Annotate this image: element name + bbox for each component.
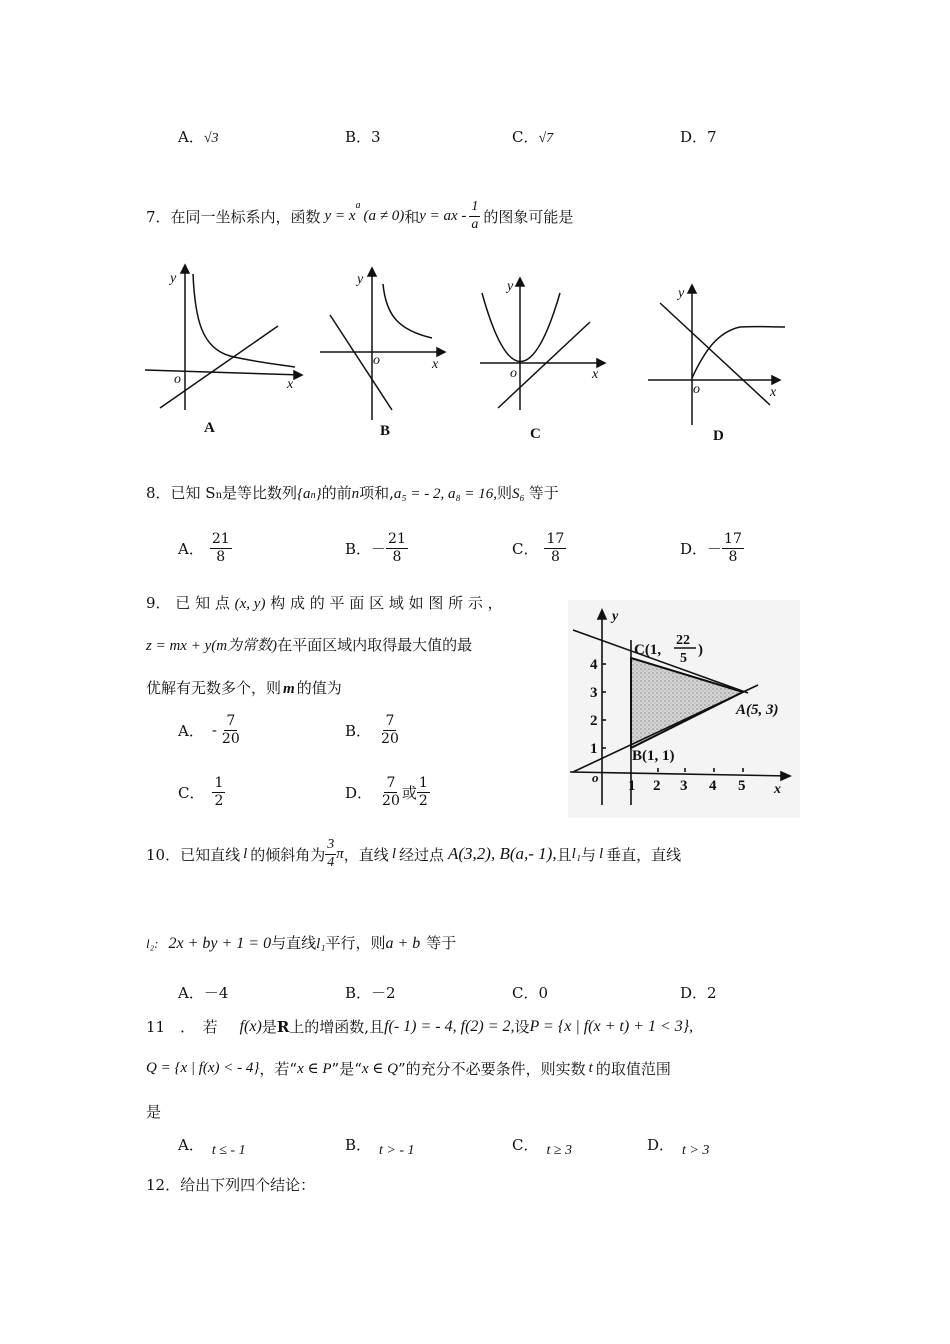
- option-value: t ≤ - 1: [211, 1143, 246, 1158]
- q7-exp: a: [355, 200, 361, 211]
- option-value: 3: [371, 128, 381, 146]
- fraction-numerator: 7: [386, 775, 396, 791]
- x-tick-label: 3: [680, 778, 688, 794]
- y-tick-label: 3: [590, 685, 598, 701]
- label-b: B(1, 1): [632, 748, 675, 764]
- q10-text1: 的倾斜角为: [250, 845, 326, 864]
- q10-prefix: 10．已知直线: [146, 845, 241, 864]
- y-arrow-icon: [181, 265, 189, 273]
- fraction-numerator: 17: [724, 531, 742, 547]
- option-fraction: [210, 532, 232, 564]
- q11-text3: 设: [514, 1018, 530, 1036]
- graph-a-x-label: x: [287, 377, 294, 392]
- graph-d-origin: o: [693, 382, 700, 397]
- fraction-denominator: 20: [221, 730, 240, 747]
- q8-text3: 项和,: [359, 484, 394, 502]
- q9-line2: [146, 634, 472, 655]
- axis-x-label: x: [774, 782, 781, 797]
- q8-option-b: [345, 532, 408, 564]
- graph-a-letter: A: [204, 420, 215, 436]
- fraction-numerator: 1: [214, 775, 224, 791]
- y-arrow-icon: [688, 285, 696, 293]
- q10-pi: π: [336, 845, 344, 862]
- option-value: －4: [203, 984, 229, 1002]
- option-label: D．: [345, 783, 373, 802]
- x-arrow-icon: [437, 348, 445, 356]
- q12-stem: [146, 1174, 315, 1195]
- q6-option-a: [178, 126, 219, 147]
- q9-line2-text: 在平面区域内取得最大值的最: [277, 636, 473, 654]
- option-fraction-2: [417, 776, 430, 808]
- q9-m: m: [283, 681, 295, 697]
- fraction-numerator: 1: [418, 775, 428, 791]
- q8-target: S₆: [512, 486, 525, 502]
- graph-b: [320, 268, 445, 420]
- q11-option-d: [647, 1134, 710, 1158]
- graph-b-origin: o: [373, 353, 380, 368]
- q11-Q: Q = {x | f(x) < - 4}: [146, 1060, 260, 1076]
- q11-text7: 的取值范围: [595, 1060, 671, 1078]
- option-value: 7: [707, 128, 717, 146]
- q9-line3: [146, 677, 342, 698]
- fraction-denominator: 2: [214, 792, 224, 809]
- q11-text6: ”的充分不必要条件，则实数: [397, 1060, 586, 1078]
- q10-l1: l₁: [316, 936, 326, 952]
- x-arrow-icon: [597, 359, 605, 367]
- q8-sub-n: n: [215, 490, 223, 501]
- option-sign: －: [371, 539, 387, 558]
- fraction-numerator: 17: [546, 531, 565, 547]
- q8-suffix: 等于: [528, 484, 559, 502]
- option-label: B．: [345, 1136, 372, 1154]
- graph-a-y-label: y: [170, 271, 177, 286]
- option-value: t > 3: [682, 1143, 710, 1158]
- graph-a: [145, 265, 302, 410]
- q11-inQ: x ∈ Q: [361, 1061, 398, 1077]
- q10-l2-eq: 2x + by + 1 = 0: [168, 935, 272, 952]
- y-tick-label: 1: [590, 741, 598, 757]
- q11-text4: ，若“: [259, 1060, 298, 1078]
- q9-line1: [146, 592, 503, 613]
- fraction-denominator: 8: [392, 548, 402, 565]
- fraction-denominator: 8: [216, 548, 226, 565]
- option-label: C．: [178, 783, 205, 802]
- option-or: 或: [401, 783, 417, 802]
- q10-text2: ，直线: [343, 845, 389, 864]
- x-axis: [570, 772, 790, 776]
- option-sign: -: [211, 721, 217, 740]
- q10-line1: [146, 838, 681, 870]
- option-sign: －: [707, 539, 723, 558]
- q10-l: l: [599, 845, 604, 862]
- label-a: A(5, 3): [736, 702, 779, 718]
- option-fraction: [544, 532, 566, 564]
- q8-seq: {a: [297, 486, 311, 502]
- q10-text3: 经过点: [398, 845, 444, 864]
- x-axis: [145, 370, 302, 375]
- fraction-numerator: 21: [211, 531, 230, 547]
- fraction-numerator: 21: [388, 531, 406, 547]
- q8-text4: 则: [497, 484, 513, 502]
- x-tick-label: 5: [738, 778, 746, 794]
- q11-t: t: [588, 1060, 593, 1076]
- q7-graphs-figure: [140, 260, 810, 450]
- line: [498, 322, 590, 408]
- q10-text6: 垂直，直线: [606, 845, 682, 864]
- option-value: √3: [203, 131, 219, 146]
- graph-d-x-label: x: [770, 385, 777, 400]
- q8-mid: 是等比数列: [222, 484, 298, 502]
- q10-option-a: [178, 982, 228, 1003]
- x-arrow-icon: [772, 376, 780, 384]
- q9-line1-text: 9． 已 知 点: [146, 594, 230, 612]
- x-tick-label: 1: [628, 778, 636, 794]
- y-arrow-icon: [368, 268, 376, 276]
- q6-option-c: [512, 126, 553, 147]
- q11-line3: [146, 1101, 161, 1122]
- option-label: B．: [345, 984, 372, 1002]
- q7-prefix: 7．在同一坐标系内，函数: [146, 207, 321, 226]
- q7-suffix: 的图象可能是: [483, 207, 574, 226]
- option-label: D．: [680, 539, 708, 558]
- q7-conj: 和: [404, 207, 420, 226]
- q8-option-a: [178, 532, 232, 564]
- option-label: A．: [178, 984, 204, 1002]
- q8-option-d: [680, 532, 744, 564]
- option-value: t ≥ 3: [546, 1143, 573, 1158]
- option-label: A．: [178, 721, 204, 740]
- q9-option-c: [178, 776, 225, 808]
- graph-c-y-label: y: [507, 279, 514, 294]
- origin-label: o: [592, 770, 599, 785]
- q11-text1: 是: [261, 1018, 277, 1036]
- option-label: A．: [178, 128, 204, 146]
- parabola: [482, 293, 560, 362]
- q10-text5: 与: [580, 845, 596, 864]
- x-tick-label: 2: [653, 778, 661, 794]
- q9-formula: z = mx + y(m为常数): [146, 638, 278, 654]
- q11-inP: x ∈ P: [297, 1061, 332, 1077]
- q10-option-d: [680, 982, 717, 1003]
- q9-option-a: [178, 714, 242, 746]
- q10-angle-fraction: [325, 838, 336, 870]
- y-tick-label: 4: [590, 657, 598, 673]
- q10-l: l: [243, 845, 248, 862]
- y-tick-label: 2: [590, 713, 598, 729]
- graph-c-origin: o: [510, 366, 517, 381]
- power-curve: [383, 284, 432, 338]
- q10-text8: 平行，则: [325, 934, 386, 952]
- line: [330, 315, 392, 410]
- q10-line2: [146, 920, 456, 953]
- q11-line2: [146, 1058, 671, 1079]
- q10-text7: 与直线: [271, 934, 317, 952]
- q11-text2: 上的增函数,且: [289, 1018, 385, 1036]
- option-label: D．: [680, 128, 708, 146]
- graph-c-x-label: x: [592, 367, 599, 382]
- q9-line1-text-b: 构 成 的 平 面 区 域 如 图 所 示 ，: [270, 594, 503, 612]
- option-label: C．: [512, 128, 539, 146]
- q9-line3-text-b: 的值为: [296, 679, 342, 697]
- q10-l2-label: l₂:: [146, 936, 159, 951]
- fraction-numerator: 1: [469, 200, 480, 217]
- q9-option-d: [345, 776, 430, 808]
- q11-line3-text: 是: [146, 1103, 162, 1121]
- label-c-close: ): [698, 642, 703, 658]
- q9-option-b: [345, 714, 401, 746]
- q11-cond: f(- 1) = - 4, f(2) = 2,: [384, 1017, 515, 1035]
- q7-formula2: y = ax -: [419, 207, 467, 224]
- fraction-denominator: a: [471, 216, 479, 232]
- option-value: t > - 1: [379, 1143, 415, 1158]
- graph-c-letter: C: [530, 426, 541, 442]
- fraction-denominator: 20: [382, 792, 400, 809]
- fraction-numerator: 7: [385, 713, 395, 729]
- line: [160, 326, 278, 408]
- option-label: C．: [512, 984, 539, 1002]
- q11-option-c: [512, 1134, 573, 1158]
- fraction-numerator: 3: [325, 838, 336, 855]
- fraction-numerator: 7: [226, 713, 236, 729]
- graph-d: [648, 285, 785, 425]
- fraction-denominator: 8: [550, 548, 560, 565]
- axis-y-label: y: [612, 609, 619, 624]
- fraction-denominator: 2: [418, 792, 428, 809]
- y-arrow-icon: [598, 610, 606, 619]
- option-value: √7: [538, 131, 554, 146]
- option-value: －2: [371, 984, 396, 1002]
- graph-d-y-label: y: [678, 286, 685, 301]
- option-value: 2: [707, 984, 717, 1002]
- fraction-denominator: 20: [381, 730, 399, 747]
- graph-b-letter: B: [380, 423, 391, 439]
- q10-option-b: [345, 982, 396, 1003]
- graph-c: [480, 278, 605, 410]
- power-curve: [193, 274, 295, 367]
- graph-a-origin: o: [174, 372, 181, 387]
- q10-text4: 且: [556, 845, 572, 864]
- q8-text2: 的前: [321, 484, 352, 502]
- q8-prefix: 8．已知 S: [146, 484, 216, 502]
- option-label: A．: [178, 1136, 204, 1154]
- option-label: C．: [512, 539, 539, 558]
- q11-text5: ”是“: [331, 1060, 362, 1078]
- option-value: 0: [538, 984, 549, 1002]
- q11-line1: [146, 1016, 693, 1037]
- q9-region-figure: [568, 600, 800, 818]
- option-fraction: [220, 714, 242, 746]
- q12-text: 12．给出下列四个结论：: [146, 1176, 316, 1194]
- q8-stem: [146, 470, 559, 503]
- curve: [692, 327, 785, 378]
- q7-formula: y = x: [324, 207, 356, 224]
- q10-l1: l₁: [571, 845, 581, 862]
- fraction-denominator: 4: [327, 854, 335, 870]
- option-label: C．: [512, 1136, 539, 1154]
- option-fraction: [212, 776, 225, 808]
- option-label: B．: [345, 539, 372, 558]
- y-arrow-icon: [516, 278, 524, 286]
- q7-cond: (a ≠ 0): [363, 207, 405, 224]
- graph-b-x-label: x: [432, 357, 439, 372]
- option-fraction: [379, 714, 401, 746]
- q8-seq-close: }: [315, 486, 322, 502]
- q10-sum: a + b: [385, 935, 421, 952]
- option-label: D．: [680, 984, 708, 1002]
- q8-seq-sub: n: [310, 490, 316, 501]
- q10-suffix: 等于: [426, 934, 457, 952]
- q7-stem: [146, 200, 573, 232]
- option-label: B．: [345, 721, 372, 740]
- option-fraction: [722, 532, 744, 564]
- q7-fraction: [469, 200, 480, 232]
- option-fraction: [386, 532, 408, 564]
- line: [660, 303, 770, 405]
- q10-points: A(3,2), B(a,- 1),: [448, 844, 557, 864]
- graph-d-letter: D: [713, 428, 724, 444]
- q11-R: R: [276, 1017, 290, 1036]
- option-label: D．: [647, 1136, 675, 1154]
- option-label: A．: [178, 539, 204, 558]
- q11-option-b: [345, 1134, 415, 1158]
- q11-f: f(x): [239, 1017, 262, 1035]
- label-c-num: 22: [676, 633, 690, 648]
- option-label: B．: [345, 128, 372, 146]
- graph-b-y-label: y: [357, 272, 364, 287]
- q10-l: l: [391, 845, 396, 862]
- fraction-denominator: 8: [728, 548, 738, 565]
- q6-option-d: [680, 126, 717, 147]
- option-fraction: [380, 776, 402, 808]
- label-c-den: 5: [680, 651, 687, 666]
- q8-n: n: [351, 486, 360, 502]
- q11-option-a: [178, 1134, 246, 1158]
- q8-cond: a₅ = - 2, a₈ = 16,: [393, 486, 498, 502]
- x-arrow-icon: [781, 772, 790, 780]
- q11-P: P = {x | f(x + t) + 1 < 3},: [529, 1017, 694, 1035]
- q11-prefix: 11 ． 若: [146, 1018, 218, 1036]
- q10-option-c: [512, 982, 548, 1003]
- label-c: C(1,: [634, 642, 662, 658]
- q8-option-c: [512, 532, 566, 564]
- q9-point: (x, y): [234, 596, 266, 612]
- x-arrow-icon: [294, 371, 302, 379]
- q6-option-b: [345, 126, 381, 147]
- x-tick-label: 4: [709, 778, 717, 794]
- q9-line3-text: 优解有无数多个，则: [146, 679, 282, 697]
